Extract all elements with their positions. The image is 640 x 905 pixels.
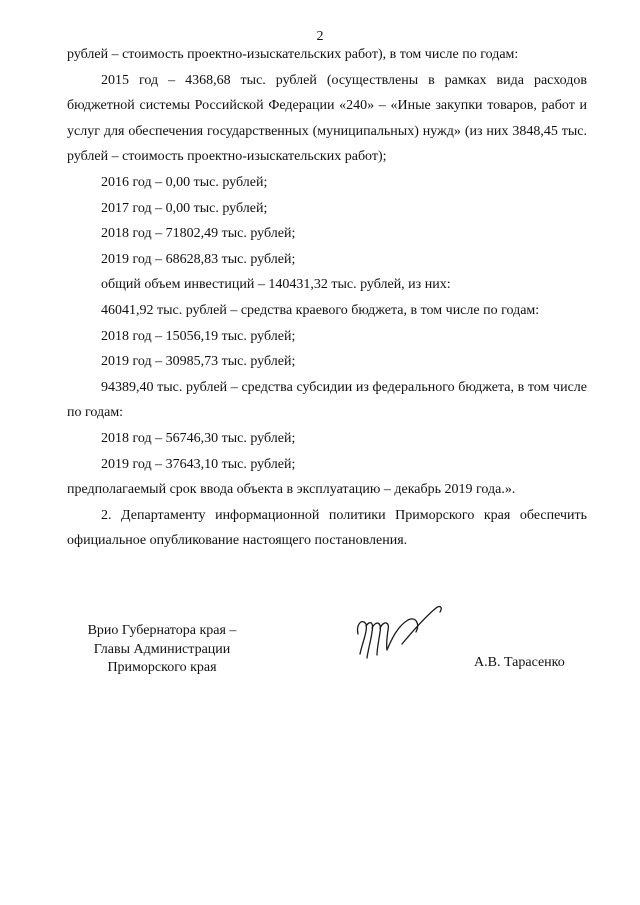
page-number: 2 — [316, 29, 324, 44]
paragraph-2019: 2019 год – 68628,83 тыс. рублей; — [101, 251, 296, 267]
paragraph-regional-budget: 46041,92 тыс. рублей – средства краевого бюджета, в том числе по годам: — [101, 302, 540, 318]
paragraph-regional-2018: 2018 год – 15056,19 тыс. рублей; — [101, 328, 296, 344]
paragraph-publication-order: 2. Департаменту информационной политики Приморского края обеспечить официальное опубликование настоящего постановления. — [67, 507, 587, 549]
paragraph-federal-2019: 2019 год – 37643,10 тыс. рублей; — [101, 456, 296, 472]
signatory-name: А.В. Тарасенко — [474, 655, 565, 670]
paragraph-2015: 2015 год – 4368,68 тыс. рублей (осуществлены в рамках вида расходов бюджетной системы Российской Федерации «240» – «Иные закупки товаров, работ и услуг для обеспечения государственных (муниципальных) нужд» (из них 3848,45 тыс. рублей – стоимость проектно-изыскательских работ); — [67, 72, 587, 165]
document-body — [67, 42, 587, 554]
paragraph-commissioning-date: предполагаемый срок ввода объекта в эксплуатацию – декабрь 2019 года.». — [67, 482, 516, 498]
handwritten-signature — [350, 598, 450, 668]
paragraph-federal-2018: 2018 год – 56746,30 тыс. рублей; — [101, 430, 296, 446]
paragraph-regional-2019: 2019 год – 30985,73 тыс. рублей; — [101, 354, 296, 370]
paragraph-continuation: рублей – стоимость проектно-изыскательских работ), в том числе по годам: — [67, 47, 519, 62]
paragraph-2018: 2018 год – 71802,49 тыс. рублей; — [101, 226, 296, 242]
paragraph-federal-subsidy: 94389,40 тыс. рублей – средства субсидии из федерального бюджета, в том числе по годам: — [67, 379, 587, 421]
signatory-title — [72, 622, 252, 678]
signatory-title-line-1: Врио Губернатора края – — [87, 623, 237, 638]
signatory-title-line-3: Приморского края — [107, 660, 217, 675]
paragraph-total-investment: общий объем инвестиций – 140431,32 тыс. рублей, из них: — [101, 277, 451, 293]
paragraph-2016: 2016 год – 0,00 тыс. рублей; — [101, 174, 268, 190]
signatory-title-line-2: Главы Администрации — [93, 641, 231, 657]
paragraph-2017: 2017 год – 0,00 тыс. рублей; — [101, 200, 268, 216]
